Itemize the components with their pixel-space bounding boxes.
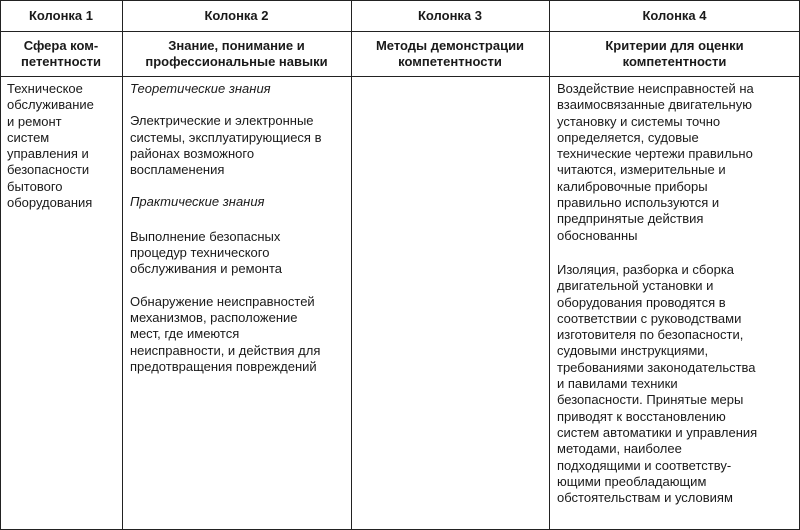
column-header-1: Колонка 1 xyxy=(28,8,93,23)
theory-text: Электрические и электронные системы, эксплуатирующиеся в районах возможного воспламенения xyxy=(130,113,322,178)
practice-text-1: Выполнение безопасных процедур технического обслуживания и ремонта xyxy=(130,228,283,277)
practice-heading: Практические знания xyxy=(130,194,265,210)
competence-area-text: Техническое обслуживание и ремонт систем управления и безопасности бытового оборудования xyxy=(7,81,94,211)
theory-heading: Теоретические знания xyxy=(130,81,271,96)
column-divider-3 xyxy=(549,0,550,530)
criteria-cell xyxy=(557,81,797,506)
practice-text-2: Обнаружение неисправностей механизмов, расположение мест, где имеются неисправности, и действия для предотвращения повреждений xyxy=(130,293,321,374)
subheader-methods: Методы демонстрации компетентности xyxy=(375,38,525,69)
column-header-3: Колонка 3 xyxy=(417,8,482,23)
column-header-2: Колонка 2 xyxy=(204,8,269,23)
table-border-left xyxy=(0,0,1,530)
column-header-4: Колонка 4 xyxy=(642,8,707,23)
criteria-paragraph-2: Изоляция, разборка и сборка двигательной установки и оборудования проводятся в соответствии с руководствами изготовителя по безопасности, судовыми инструкциями, требованиями законодательства и павилами техники безопасности. Принятые меры приводят к восстановлению систем автоматики и управления методами, наиболее подходящими и соответству- ющими преобладающим обстоятельствам и условиям xyxy=(557,261,758,506)
criteria-paragraph-1: Воздействие неисправностей на взаимосвязанные двигательную установку и системы точно определяется, судовые технические чертежи правильно читаются, измерительные и калибровочные приборы правильно используются и предпринятые действия обоснованны xyxy=(557,81,754,243)
subheader-criteria: Критерии для оценки компетентности xyxy=(605,38,744,69)
subheader-knowledge: Знание, понимание и профессиональные навыки xyxy=(145,38,328,69)
subheader-divider xyxy=(0,76,800,77)
knowledge-cell xyxy=(130,81,350,375)
column-divider-2 xyxy=(351,0,352,530)
column-divider-1 xyxy=(122,0,123,530)
subheader-competence-area: Сфера ком- петентности xyxy=(21,38,101,69)
